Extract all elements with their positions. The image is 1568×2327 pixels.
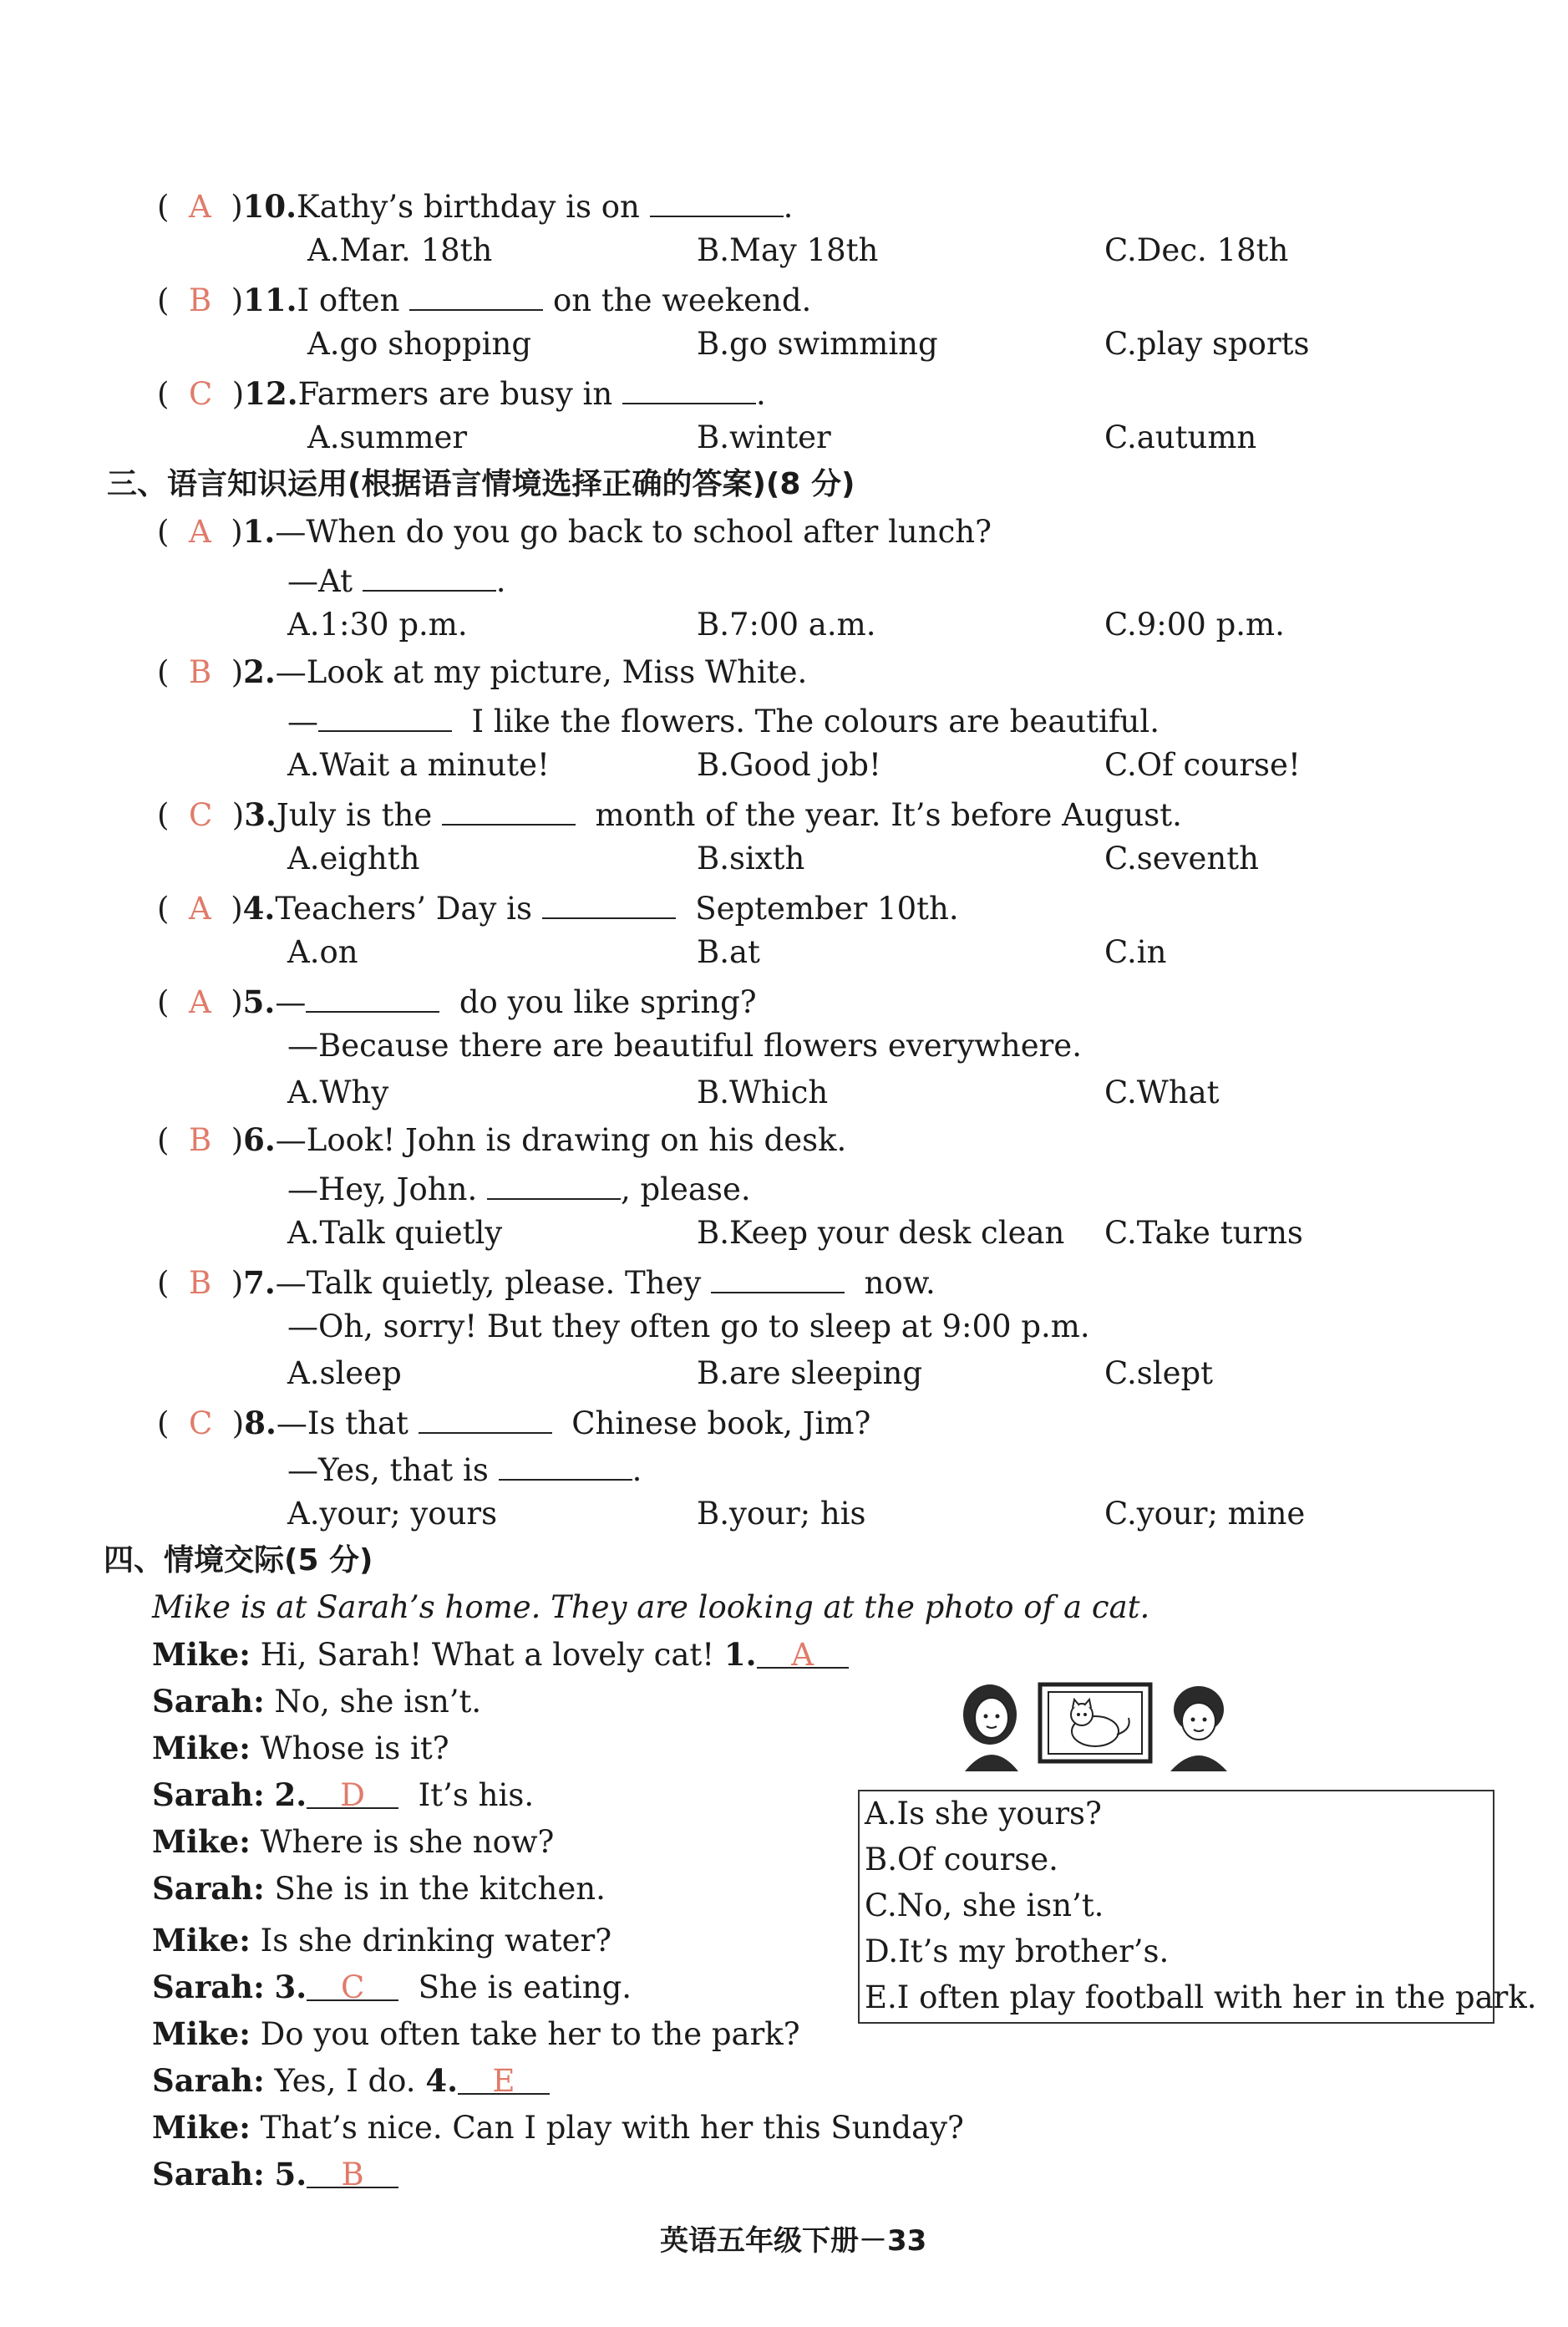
- question-10: ( A )10.Kathy’s birthday is on .: [157, 185, 793, 226]
- answer-blank[interactable]: [487, 1168, 621, 1200]
- girl-icon: [963, 1684, 1018, 1771]
- option-c: C.in: [1104, 934, 1167, 970]
- s3-question-4: ( A )4.Teachers’ Day is September 10th.: [157, 887, 959, 927]
- option-b: B.your; his: [697, 1496, 866, 1532]
- answer-blank[interactable]: [711, 1262, 845, 1293]
- dialog-line: Sarah: She is in the kitchen.: [152, 1870, 606, 1907]
- answer-mark: B: [188, 282, 212, 318]
- s3-question-5: ( A )5.— do you like spring?: [157, 981, 757, 1021]
- option-b: B.Keep your desk clean: [697, 1215, 1065, 1251]
- answer-blank[interactable]: [318, 700, 452, 732]
- answer-mark: C: [188, 376, 213, 412]
- boy-icon: [1170, 1686, 1227, 1771]
- option-b: B.7:00 a.m.: [697, 607, 876, 643]
- option-c: C.Dec. 18th: [1104, 232, 1289, 268]
- option-c: C.autumn: [1104, 419, 1257, 455]
- dialog-line: Mike: Do you often take her to the park?: [152, 2015, 800, 2052]
- option-a: A.Wait a minute!: [287, 747, 550, 783]
- option-b: B.sixth: [697, 841, 805, 876]
- option-a: A.summer: [307, 419, 468, 455]
- option-c: C.your; mine: [1104, 1496, 1306, 1532]
- option-a: A.Why: [287, 1075, 389, 1110]
- answer-blank[interactable]: [542, 887, 676, 919]
- page-footer: 英语五年级下册－33: [660, 2224, 927, 2258]
- answer-blank[interactable]: A: [757, 1637, 849, 1669]
- s3-q2-line2: — I like the flowers. The colours are beautiful.: [287, 700, 1160, 740]
- answer-mark: A: [188, 514, 211, 550]
- s3-question-7: ( B )7.—Talk quietly, please. They now.: [157, 1262, 936, 1302]
- dialog-line: Sarah: 2. D It’s his.: [152, 1776, 535, 1813]
- option-a: A.1:30 p.m.: [287, 607, 468, 643]
- dialog-line: Sarah: Yes, I do. 4. E: [152, 2062, 550, 2100]
- s3-q8-line2: —Yes, that is .: [287, 1449, 642, 1489]
- option-b: B.Which: [697, 1075, 829, 1110]
- answer-mark: A: [188, 189, 211, 225]
- s3-q7-line2: —Oh, sorry! But they often go to sleep at 9:00 p.m.: [287, 1308, 1090, 1344]
- dialog-line: Sarah: No, she isn’t.: [152, 1683, 482, 1720]
- answer-mark: B: [188, 1265, 212, 1301]
- option-a: A.your; yours: [287, 1496, 498, 1532]
- answer-blank[interactable]: [363, 560, 496, 592]
- choice-b: B.Of course.: [865, 1842, 1058, 1877]
- answer-blank[interactable]: E: [458, 2063, 550, 2095]
- question-11: ( B )11.I often on the weekend.: [157, 279, 811, 319]
- photo-frame-icon: [1040, 1684, 1150, 1761]
- option-b: B.May 18th: [697, 232, 879, 268]
- option-a: A.on: [287, 934, 358, 970]
- option-b: B.go swimming: [697, 326, 938, 362]
- s3-q1-line2: —At .: [287, 560, 505, 600]
- option-c: C.play sports: [1104, 326, 1310, 362]
- dialog-line: Sarah: 5. B: [152, 2156, 398, 2193]
- section-4-heading: 四、情境交际(5 分): [104, 1543, 373, 1578]
- section-3-heading: 三、语言知识运用(根据语言情境选择正确的答案)(8 分): [107, 467, 855, 501]
- answer-mark: A: [188, 984, 211, 1020]
- option-b: B.at: [697, 934, 760, 970]
- illustration: [957, 1679, 1232, 1771]
- choice-c: C.No, she isn’t.: [865, 1888, 1104, 1923]
- choice-e: E.I often play football with her in the park.: [865, 1979, 1537, 2015]
- answer-blank[interactable]: [622, 373, 756, 404]
- s3-question-1: ( A )1.—When do you go back to school after lunch?: [157, 513, 992, 550]
- question-12: ( C )12.Farmers are busy in .: [157, 373, 766, 413]
- s3-q6-line2: —Hey, John. , please.: [287, 1168, 751, 1208]
- s3-question-6: ( B )6.—Look! John is drawing on his desk.: [157, 1121, 847, 1158]
- answer-blank[interactable]: [409, 279, 543, 311]
- option-a: A.Talk quietly: [287, 1215, 503, 1251]
- answer-mark: A: [188, 891, 211, 927]
- answer-mark: C: [188, 797, 213, 833]
- dialog-line: Mike: Hi, Sarah! What a lovely cat! 1. A: [152, 1636, 849, 1674]
- option-a: A.go shopping: [307, 326, 532, 362]
- option-c: C.Of course!: [1104, 747, 1301, 783]
- section-4-intro: Mike is at Sarah’s home. They are looking at the photo of a cat.: [152, 1589, 1150, 1625]
- option-b: B.are sleeping: [697, 1355, 923, 1391]
- choice-a: A.Is she yours?: [865, 1796, 1102, 1832]
- answer-blank[interactable]: B: [307, 2157, 398, 2188]
- s3-q5-line2: —Because there are beautiful flowers everywhere.: [287, 1028, 1082, 1064]
- answer-mark: C: [188, 1405, 213, 1441]
- answer-blank[interactable]: [650, 185, 784, 217]
- option-c: C.seventh: [1104, 841, 1259, 876]
- dialog-line: Mike: Where is she now?: [152, 1823, 555, 1860]
- option-b: B.Good job!: [697, 747, 881, 783]
- option-a: A.sleep: [287, 1355, 402, 1391]
- option-c: C.slept: [1104, 1355, 1214, 1391]
- s3-question-2: ( B )2.—Look at my picture, Miss White.: [157, 653, 808, 690]
- option-c: C.What: [1104, 1075, 1220, 1110]
- answer-mark: B: [188, 654, 212, 690]
- dialog-line: Mike: Whose is it?: [152, 1730, 449, 1766]
- answer-blank[interactable]: [306, 981, 439, 1013]
- option-a: A.eighth: [287, 841, 420, 876]
- dialog-line: Mike: Is she drinking water?: [152, 1922, 612, 1959]
- option-c: C.Take turns: [1104, 1215, 1303, 1251]
- option-a: A.Mar. 18th: [307, 232, 493, 268]
- choice-box: [858, 1790, 1537, 2024]
- answer-blank[interactable]: [499, 1449, 632, 1481]
- answer-mark: B: [188, 1122, 212, 1158]
- dialog-line: Mike: That’s nice. Can I play with her this Sunday?: [152, 2109, 964, 2146]
- s3-question-3: ( C )3.July is the month of the year. It’s before August.: [157, 794, 1182, 834]
- answer-blank[interactable]: C: [307, 1969, 398, 2001]
- option-b: B.winter: [697, 419, 831, 455]
- cat-photo-illustration-icon: [957, 1679, 1232, 1771]
- answer-blank[interactable]: D: [307, 1777, 398, 1809]
- choice-d: D.It’s my brother’s.: [865, 1933, 1170, 1969]
- answer-blank[interactable]: [419, 1402, 552, 1434]
- option-c: C.9:00 p.m.: [1104, 607, 1285, 643]
- s3-question-8: ( C )8.—Is that Chinese book, Jim?: [157, 1402, 870, 1442]
- dialog-line: Sarah: 3. C She is eating.: [152, 1969, 632, 2005]
- answer-blank[interactable]: [442, 794, 576, 826]
